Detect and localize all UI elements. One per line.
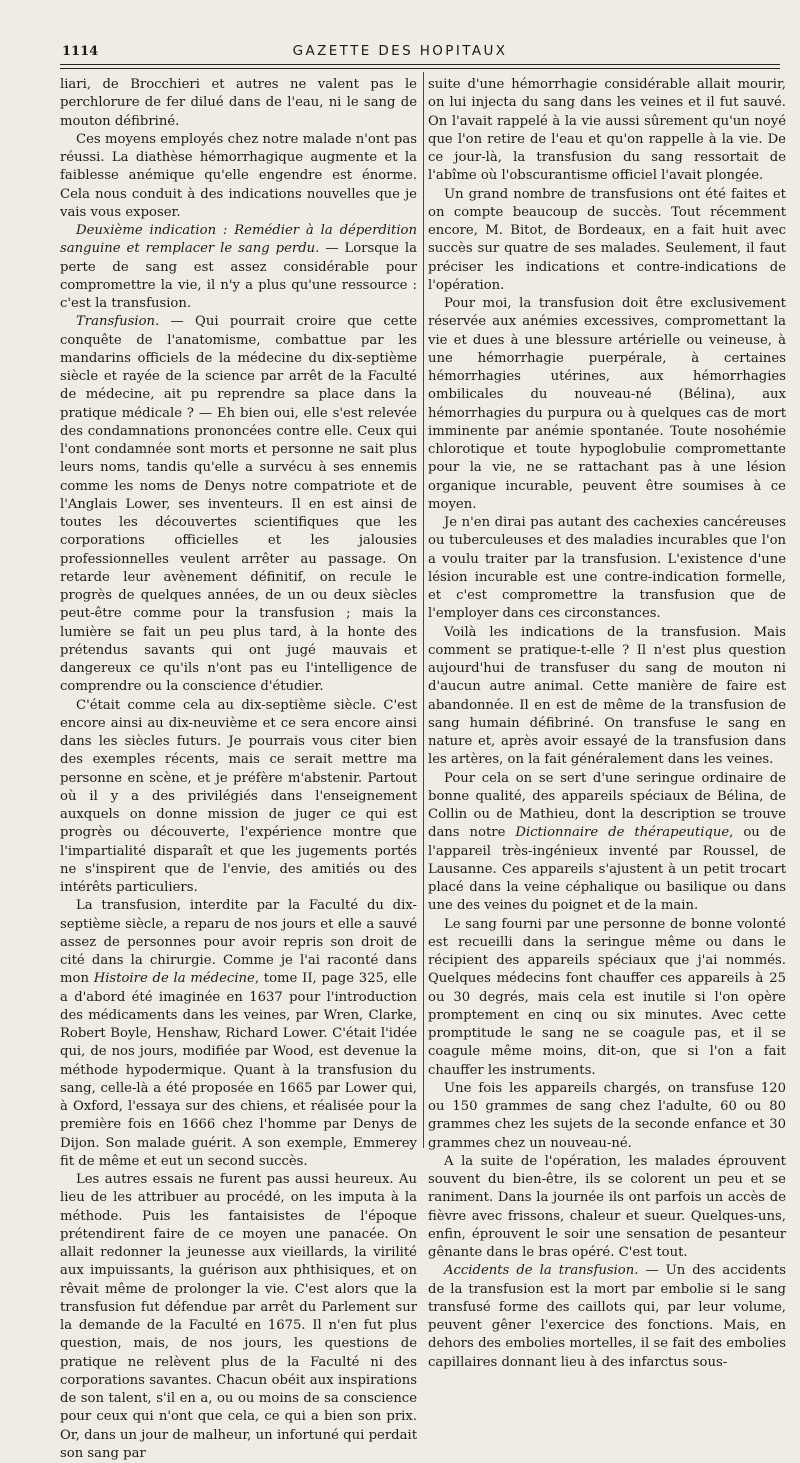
paragraph: Ces moyens employés chez notre malade n'ont pas réussi. La diathèse hémorrhagique augmente et la faiblesse anémique qu'elle engendre est énorme. Cela nous conduit à des indications nouvelles que je vais vous exposer. xyxy=(60,131,417,220)
paragraph-text: Pour cela on se sert d'une seringue ordinaire de bonne qualité, des appareils spéciaux de Bélina, de Collin ou de Mathieu, dont la description se trouve dans notre xyxy=(428,770,786,841)
paragraph: Pour moi, la transfusion doit être exclusivement réservée aux anémies excessives, compromettant la vie et dues à une blessure artérielle ou veineuse, à une hémorrhagie puerpérale, à certaines hémorrhagies utérines, aux hémorrhagies ombilicales du nouveau-né (Bélina), aux hémorrhagies du purpura ou à quelques cas de mort imminente par anémie spontanée. Toute nosohémie chlorotique et toute hypoglobulie compromettante pour la vie, ne se rattachant pas à une lésion organique incurable, peuvent être soumises à ce moyen. xyxy=(428,296,786,512)
paragraph-second-indication xyxy=(60,222,417,313)
column-divider xyxy=(423,72,424,1148)
paragraph-text: , tome II, page 325, elle a d'abord été imaginée en 1637 pour l'introduction des médicaments dans les veines, par Wren, Clarke, Robert Boyle, Henshaw, Richard Lower. C'était l'idée qui, de nos jours, modifiée par Wood, est devenue la méthode hypodermique. Quant à la transfusion du sang, celle-là a été proposée en 1665 par Lower qui, à Oxford, l'essaya sur des chiens, et réalisée pour la première fois en 1666 chez l'homme par Denys de Dijon. Son malade guérit. A son exemple, Emmerey fit de même et eut un second succès. xyxy=(60,971,417,1169)
header-rule xyxy=(60,64,780,65)
paragraph: suite d'une hémorrhagie considérable allait mourir, on lui injecta du sang dans les veines et il fut sauvé. On l'avait rappelé à la vie aussi sûrement qu'un noyé que l'on retire de l'eau et qu'on rappelle à la vie. De ce jour-là, la transfusion du sang ressortait de l'abîme où l'obscurantisme officiel l'avait plongée. xyxy=(428,77,786,184)
section-heading: Accidents de la transfusion. xyxy=(444,1263,639,1279)
paragraph-accidents xyxy=(428,1262,786,1372)
journal-title: GAZETTE DES HOPITAUX xyxy=(292,43,508,59)
paragraph: A la suite de l'opération, les malades éprouvent souvent du bien-être, ils se colorent un peu et se raniment. Dans la journée ils ont parfois un accès de fièvre avec frissons, chaleur et sueur. Quelques-uns, enfin, éprouvent le soir une sensation de pesanteur gênante dans le bras opéré. C'est tout. xyxy=(428,1153,786,1260)
paragraph-text: — Qui pourrait croire que cette conquête de l'anatomisme, combattue par les mandarins officiels de la médecine du dix-septième siècle et rayée de la science par arrêt de la Faculté de médecine, ait pu reprendre sa place dans la pratique médicale ? — Eh bien oui, elle s'est relevée des condamnations prononcées contre elle. Ceux qui l'ont condamnée sont morts et personne ne sait plus leurs noms, tandis qu'elle a survécu à ses ennemis comme les noms de Denys notre compatriote et de l'Anglais Lower, ses inventeurs. Il en est ainsi de toutes les découvertes scientifiques que les corporations officielles et les jalousies professionnelles veulent arrêter au passage. On retarde leur avènement définitif, on recule le progrès de quelques années, de un ou deux siècles peut-être comme pour la transfusion ; mais la lumière se fait un peu plus tard, à la honte des prétendus savants qui ont jugé mauvais et dangereux ce qu'ils n'ont pas eu l'intelligence de comprendre ou la conscience d'étudier. xyxy=(60,314,417,695)
paragraph-text: — Lorsque la perte de sang est assez considérable pour compromettre la vie, il n'y a plus qu'une ressource : c'est la transfusion. xyxy=(60,241,418,311)
page-number: 1114 xyxy=(62,44,99,59)
paragraph-text: La transfusion, interdite par la Faculté du dix-septième siècle, a reparu de nos jours et elle a sauvé assez de personnes pour avoir repris son droit de cité dans la chirurgie. Comme je l'ai raconté dans mon xyxy=(60,898,417,987)
header-rule-double xyxy=(60,68,780,69)
left-column xyxy=(60,76,418,1461)
paragraph-transfusion xyxy=(60,313,417,696)
book-title: Histoire de la médecine xyxy=(93,971,255,987)
paragraph-history xyxy=(60,897,417,1171)
paragraph: Un grand nombre de transfusions ont été faites et on compte beaucoup de succès. Tout récemment encore, M. Bitot, de Bordeaux, en a fait huit avec succès sur quatre de ses malades. Seulement, il faut préciser les indications et contre-indications de l'opération. xyxy=(428,186,786,293)
section-heading: Deuxième indication : Remédier à la déperdition sanguine et remplacer le sang perdu. xyxy=(60,223,417,257)
section-heading: Transfusion. xyxy=(76,314,160,330)
right-column xyxy=(428,76,787,1370)
paragraph: Voilà les indications de la transfusion. Mais comment se pratique-t-elle ? Il n'est plus question aujourd'hui de transfuser du sang de mouton ni d'aucun autre animal. Cette manière de faire est abandonnée. Il en est de même de la transfusion de sang humain défibriné. On transfuse le sang en nature et, après avoir essayé de la transfusion dans les artères, on la fait généralement dans les veines. xyxy=(428,624,786,768)
paragraph: C'était comme cela au dix-septième siècle. C'est encore ainsi au dix-neuvième et ce sera encore ainsi dans les siècles futurs. Je pourrais vous citer bien des exemples récents, mais ce serait mettre ma personne en scène, et je préfère m'abstenir. Partout où il y a des privilégiés dans l'enseignement auxquels on donne mission de juger ce qui est progrès ou découverte, l'expérience montre que l'impartialité disparaît et que les jugements portés ne s'inspirent que de l'envie, des amitiés ou des intérêts particuliers. xyxy=(60,697,417,895)
paragraph-text: , ou de l'appareil très-ingénieux inventé par Roussel, de Lausanne. Ces appareils s'ajustent à un petit trocart placé dans la veine céphalique ou basilique ou dans une des veines du poignet et de la main. xyxy=(428,825,786,914)
paragraph: Une fois les appareils chargés, on transfuse 120 ou 150 grammes de sang chez l'adulte, 60 ou 80 grammes chez les sujets de la seconde enfance et 30 grammes chez un nouveau-né. xyxy=(428,1080,786,1151)
paragraph-text: — Un des accidents de la transfusion est la mort par embolie si le sang transfusé forme des caillots qui, par leur volume, peuvent gêner l'exercice des fonctions. Mais, en dehors des embolies mortelles, il se fait des embolies capillaires donnant lieu à des infarctus sous- xyxy=(428,1263,787,1370)
paragraph: Le sang fourni par une personne de bonne volonté est recueilli dans la seringue même ou dans le récipient des appareils spéciaux que j'ai nommés. Quelques médecins font chauffer ces appareils à 25 ou 30 degrés, mais cela est inutile si l'on opère promptement en cinq ou six minutes. Avec cette promptitude le sang ne se coagule pas, et il se coagule même moins, dit-on, que si l'on a fait chauffer les instruments. xyxy=(428,916,786,1078)
paragraph: Je n'en dirai pas autant des cachexies cancéreuses ou tuberculeuses et des maladies incurables que l'on a voulu traiter par la transfusion. L'existence d'une lésion incurable est une contre-indication formelle, et c'est compromettre la transfusion que de l'employer dans ces circonstances. xyxy=(428,515,786,622)
paragraph: liari, de Brocchieri et autres ne valent pas le perchlorure de fer dilué dans de l'eau, ni le sang de mouton défibriné. xyxy=(60,77,417,129)
book-title: Dictionnaire de thérapeutique xyxy=(515,825,730,841)
paragraph-instruments xyxy=(428,770,786,916)
paragraph: Les autres essais ne furent pas aussi heureux. Au lieu de les attribuer au procédé, on les imputa à la méthode. Puis les fantaisistes de l'époque prétendirent faire de ce moyen une panacée. On allait redonner la jeunesse aux vieillards, la virilité aux impuissants, la guérison aux phthisiques, et on rêvait même de prolonger la vie. C'est alors que la transfusion fut défendue par arrêt du Parlement sur la demande de la Faculté en 1675. Il n'en fut plus question, mais, de nos jours, les questions de pratique ne relèvent plus de la Faculté ni des corporations savantes. Chacun obéit aux inspirations de son talent, s'il en a, ou ou moins de sa conscience pour ceux qui n'ont que cela, ce qui a bien son prix. Or, dans un jour de malheur, un infortuné qui perdait son sang par xyxy=(60,1172,417,1461)
